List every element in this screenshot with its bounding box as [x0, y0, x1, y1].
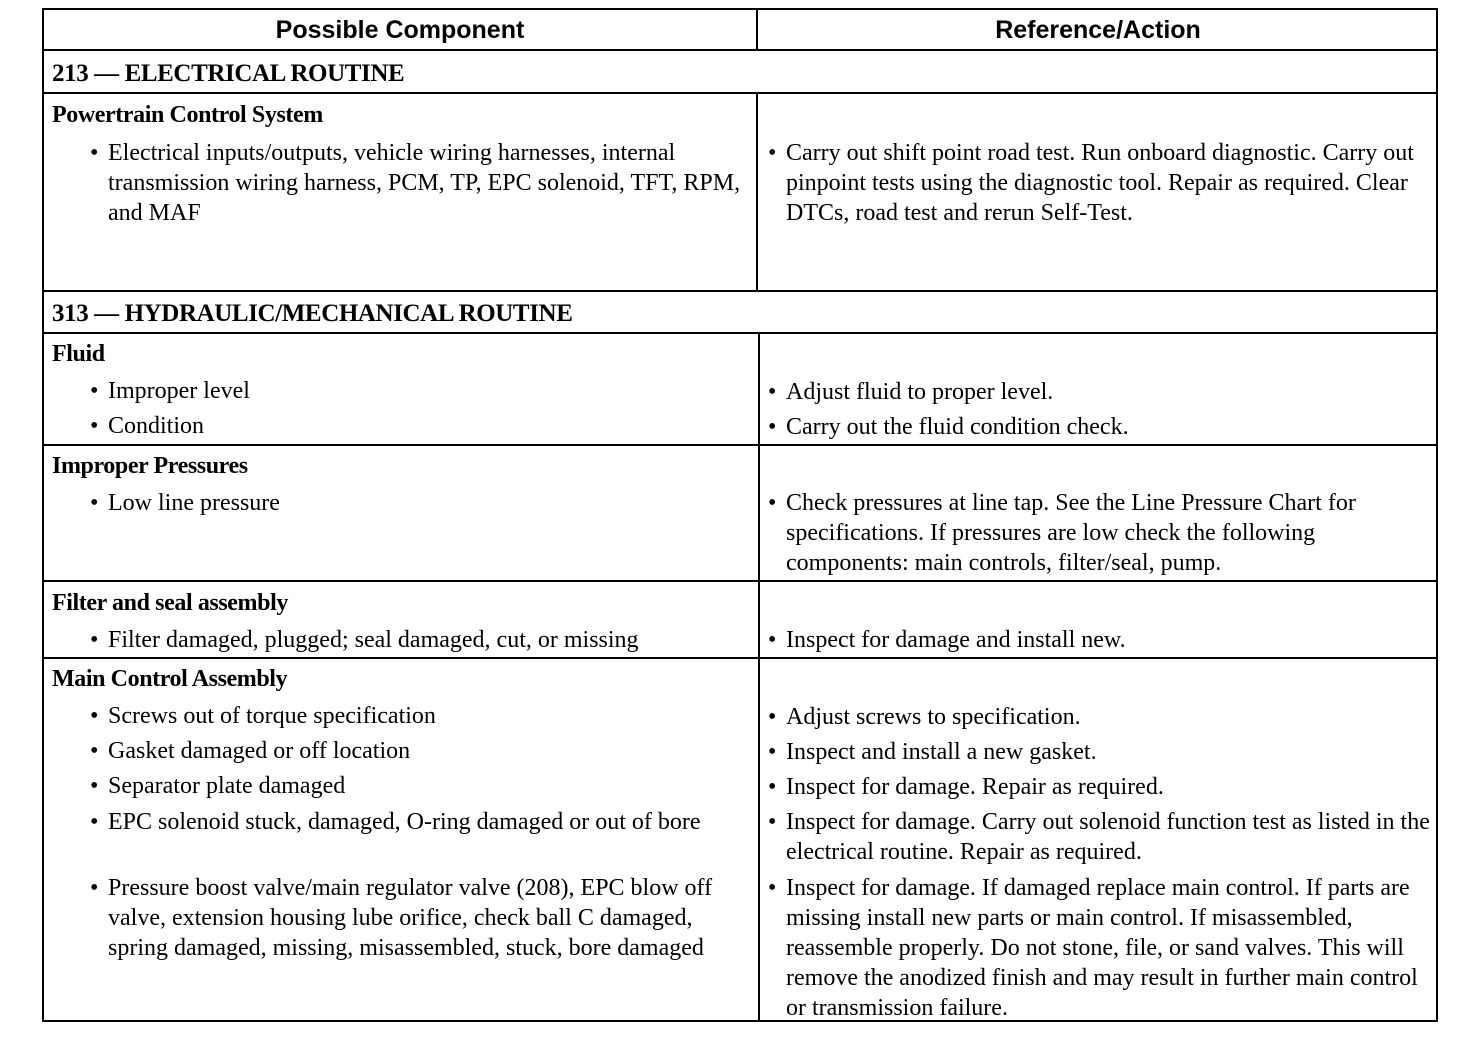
component-separator-plate: • Separator plate damaged: [90, 771, 758, 801]
action-inspect-repair: • Inspect for damage. Repair as required.: [768, 772, 1436, 802]
action-solenoid-function-test: • Inspect for damage. Carry out solenoid function test as listed in the electrical routine. Repair as required.: [768, 807, 1436, 867]
column-divider: [758, 332, 760, 1022]
group-improper-pressures: Improper Pressures: [52, 453, 248, 479]
row-divider: [44, 657, 1436, 659]
component-improper-level: • Improper level: [90, 376, 758, 406]
action-check-line-pressures: • Check pressures at line tap. See the Line Pressure Chart for specifications. If pressures are low check the following components: main controls, filter/seal, pump.: [768, 488, 1436, 578]
column-header-action: Reference/Action: [995, 16, 1201, 44]
component-gasket-damaged: • Gasket damaged or off location: [90, 736, 758, 766]
component-condition: • Condition: [90, 411, 758, 441]
column-header-component: Possible Component: [275, 16, 525, 44]
action-inspect-install-new: • Inspect for damage and install new.: [768, 625, 1436, 655]
component-low-line-pressure: • Low line pressure: [90, 488, 758, 518]
row-divider: [44, 290, 1436, 292]
section-title-hydraulic: 313 — HYDRAULIC/MECHANICAL ROUTINE: [52, 300, 573, 327]
action-adjust-fluid-level: • Adjust fluid to proper level.: [768, 377, 1436, 407]
component-epc-solenoid: • EPC solenoid stuck, damaged, O-ring damaged or out of bore: [90, 807, 758, 837]
action-shift-point-road-test: • Carry out shift point road test. Run onboard diagnostic. Carry out pinpoint tests using the diagnostic tool. Repair as required. Clear DTCs, road test and rerun Self-Test.: [768, 138, 1418, 228]
section-title-electrical: 213 — ELECTRICAL ROUTINE: [52, 60, 405, 87]
action-fluid-condition-check: • Carry out the fluid condition check.: [768, 412, 1436, 442]
row-divider: [44, 444, 1436, 446]
component-electrical-io: • Electrical inputs/outputs, vehicle wiring harnesses, internal transmission wiring harness, PCM, TP, EPC solenoid, TFT, RPM, and MAF: [90, 138, 758, 228]
diagnostic-table: [42, 8, 1438, 1022]
action-adjust-screws: • Adjust screws to specification.: [768, 702, 1436, 732]
component-pressure-boost-valve: • Pressure boost valve/main regulator valve (208), EPC blow off valve, extension housing lube orifice, check ball C damaged, spring damaged, missing, misassembled, stuck, bore damaged: [90, 873, 758, 963]
component-screws-torque: • Screws out of torque specification: [90, 701, 758, 731]
group-fluid: Fluid: [52, 341, 105, 367]
component-filter-damaged: • Filter damaged, plugged; seal damaged, cut, or missing: [90, 625, 758, 655]
action-install-new-gasket: • Inspect and install a new gasket.: [768, 737, 1436, 767]
row-divider: [44, 92, 1436, 94]
action-replace-main-control: • Inspect for damage. If damaged replace main control. If parts are missing install new parts or main control. If misassembled, reassemble properly. Do not stone, file, or sand valves. This will remove the anodized finish and may result in further main control or transmission failure.: [768, 873, 1436, 1023]
row-divider: [44, 580, 1436, 582]
group-powertrain-control-system: Powertrain Control System: [52, 102, 323, 128]
row-divider: [44, 332, 1436, 334]
group-main-control-assembly: Main Control Assembly: [52, 666, 288, 692]
group-filter-seal-assembly: Filter and seal assembly: [52, 590, 288, 616]
